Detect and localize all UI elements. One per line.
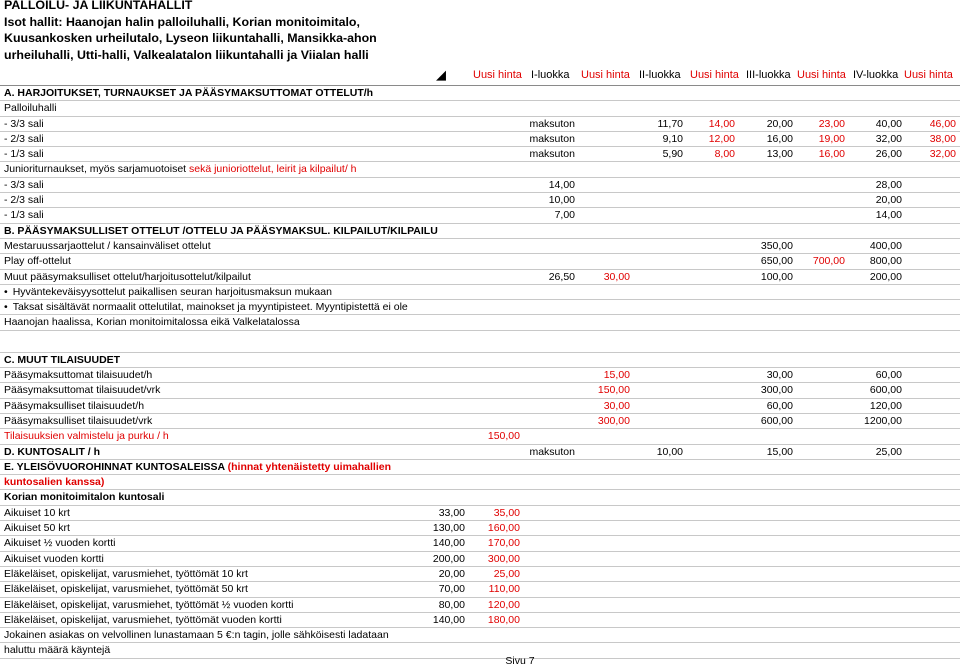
bullet-item: • Taksat sisältävät normaalit ottelutilat, mainokset ja myyntipisteet. Myyntipistettä ei ole (0, 300, 960, 315)
page-number: Sivu 7 (505, 655, 535, 667)
section-heading: B. PÄÄSYMAKSULLISET OTTELUT /OTTELU JA PÄÄSYMAKSUL. KILPAILUT/KILPAILU (0, 224, 960, 239)
table-row: - 3/3 sali maksuton 11,70 14,00 20,00 23,00 40,00 46,00 (0, 117, 960, 132)
header-col: II-luokka (639, 69, 681, 81)
title-line: Isot hallit: Haanojan halin palloiluhalli, Korian monitoimitalo, (4, 14, 360, 29)
table-row: Pääsymaksuttomat tilaisuudet/h 15,00 30,00 60,00 (0, 368, 960, 383)
table-row: - 2/3 sali 10,00 20,00 (0, 193, 960, 208)
table-row: Eläkeläiset, opiskelijat, varusmiehet, työttömät 50 krt 70,00 110,00 (0, 582, 960, 597)
header-col: Uusi hinta (904, 69, 953, 81)
table-row: - 3/3 sali 14,00 28,00 (0, 178, 960, 193)
section-heading: A. HARJOITUKSET, TURNAUKSET JA PÄÄSYMAKSUTTOMAT OTTELUT/h (0, 86, 960, 101)
header-col: IV-luokka (853, 69, 899, 81)
section-heading: C. MUUT TILAISUUDET (0, 353, 960, 368)
table-row: - 2/3 sali maksuton 9,10 12,00 16,00 19,00 32,00 38,00 (0, 132, 960, 147)
triangle-marker-icon: ◢ (436, 67, 446, 82)
price-class-header (0, 68, 960, 84)
header-col: Uusi hinta (690, 69, 739, 81)
title-line: PALLOILU- JA LIIKUNTAHALLIT (4, 0, 193, 12)
table-row: D. KUNTOSALIT / h maksuton 10,00 15,00 25,00 (0, 445, 960, 460)
header-col: Uusi hinta (473, 69, 522, 81)
bullet-item: • Hyväntekeväisyysottelut paikallisen seuran harjoitusmaksun mukaan (0, 285, 960, 300)
table-row: Pääsymaksulliset tilaisuudet/h 30,00 60,00 120,00 (0, 399, 960, 414)
table-row: Aikuiset vuoden kortti 200,00 300,00 (0, 552, 960, 567)
spacer (0, 331, 960, 353)
table-row: Tilaisuuksien valmistelu ja purku / h 150,00 (0, 429, 960, 444)
title-line: urheiluhalli, Utti-halli, Valkealatalon liikuntahalli ja Viialan halli (4, 47, 369, 62)
table-row: Palloiluhalli (0, 101, 960, 116)
title-line: Kuusankosken urheilutalo, Lyseon liikuntahalli, Mansikka-ahon (4, 31, 377, 45)
price-table (0, 86, 960, 659)
table-row: - 1/3 sali maksuton 5,90 8,00 13,00 16,00 26,00 32,00 (0, 147, 960, 162)
table-row: Mestaruussarjaottelut / kansainväliset ottelut 350,00 400,00 (0, 239, 960, 254)
section-heading: kuntosalien kanssa) (0, 475, 960, 490)
row-label: Junioriturnaukset, myös sarjamuotoiset (4, 163, 189, 176)
header-col: III-luokka (746, 69, 791, 81)
document-title (4, 0, 424, 63)
table-row: Eläkeläiset, opiskelijat, varusmiehet, työttömät vuoden kortti 140,00 180,00 (0, 613, 960, 628)
note: haluttu määrä käyntejä (0, 643, 960, 658)
header-col: Uusi hinta (797, 69, 846, 81)
table-row (0, 162, 960, 177)
table-row: - 1/3 sali 7,00 14,00 (0, 208, 960, 223)
table-row: Aikuiset ½ vuoden kortti 140,00 170,00 (0, 536, 960, 551)
bullet-continuation: Haanojan haalissa, Korian monitoimitalossa eikä Valkelatalossa (0, 315, 960, 330)
table-row: Aikuiset 50 krt 130,00 160,00 (0, 521, 960, 536)
row-label-red: sekä junioriottelut, leirit ja kilpailut/ h (189, 163, 357, 176)
note: Jokainen asiakas on velvollinen lunastamaan 5 €:n tagin, jolle sähköisesti ladataan (0, 628, 960, 643)
table-row: Pääsymaksulliset tilaisuudet/vrk 300,00 600,00 1200,00 (0, 414, 960, 429)
table-row: Eläkeläiset, opiskelijat, varusmiehet, työttömät ½ vuoden kortti 80,00 120,00 (0, 598, 960, 613)
table-row: Aikuiset 10 krt 33,00 35,00 (0, 506, 960, 521)
header-col: Uusi hinta (581, 69, 630, 81)
table-row: Eläkeläiset, opiskelijat, varusmiehet, työttömät 10 krt 20,00 25,00 (0, 567, 960, 582)
section-heading: E. YLEISÖVUOROHINNAT KUNTOSALEISSA (hinnat yhtenäistetty uimahallien (0, 460, 960, 475)
header-col: I-luokka (531, 69, 570, 81)
table-row: Pääsymaksuttomat tilaisuudet/vrk 150,00 300,00 600,00 (0, 383, 960, 398)
subheading: Korian monitoimitalon kuntosali (0, 490, 960, 505)
table-row: Muut pääsymaksulliset ottelut/harjoitusottelut/kilpailut 26,50 30,00 100,00 200,00 (0, 270, 960, 285)
table-row: Play off-ottelut 650,00 700,00 800,00 (0, 254, 960, 269)
